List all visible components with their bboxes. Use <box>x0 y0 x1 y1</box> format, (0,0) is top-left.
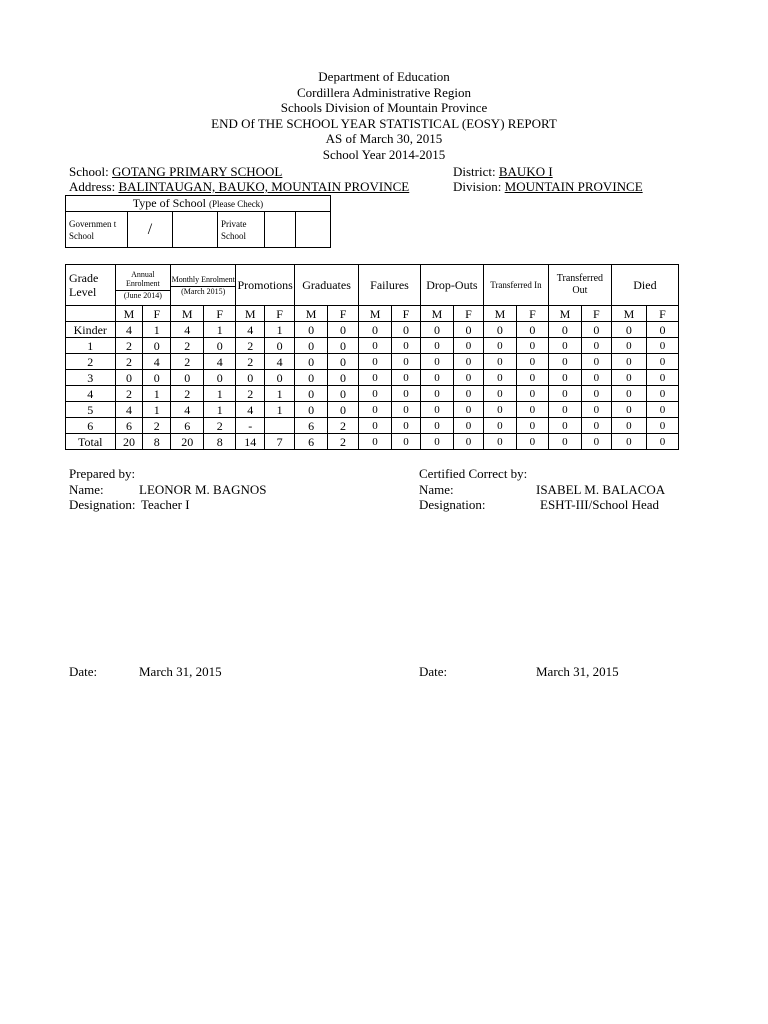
stat-cell: 4 <box>171 402 204 418</box>
certified-date-label: Date: <box>419 664 448 679</box>
stat-cell: 2 <box>143 418 171 434</box>
table-row <box>66 434 679 450</box>
stat-cell: 0 <box>453 354 483 370</box>
monthly-enrolment-header: Monthly Enrolment (March 2015) <box>171 265 236 306</box>
stat-cell: 0 <box>646 402 678 418</box>
stat-cell: 2 <box>236 386 265 402</box>
stat-cell: 2 <box>328 434 359 450</box>
stat-cell: 0 <box>516 434 548 450</box>
stat-cell: 1 <box>265 402 295 418</box>
certified-name-label: Name: <box>419 482 454 497</box>
stat-cell: 2 <box>171 354 204 370</box>
stat-cell: 0 <box>359 370 392 386</box>
stat-cell: 0 <box>581 418 611 434</box>
stat-cell: 0 <box>483 418 516 434</box>
stat-cell: 4 <box>236 402 265 418</box>
table-row <box>66 338 679 354</box>
prepared-name-value: LEONOR M. BAGNOS <box>139 482 267 497</box>
stat-cell: 0 <box>516 338 548 354</box>
stat-cell: 0 <box>611 402 646 418</box>
gender-f: F <box>265 306 295 322</box>
stat-cell: 1 <box>204 386 236 402</box>
stat-cell: 0 <box>646 354 678 370</box>
stat-cell: 0 <box>548 434 581 450</box>
stat-cell: 2 <box>171 386 204 402</box>
stat-cell: 0 <box>143 370 171 386</box>
report-header <box>0 69 768 163</box>
stat-cell: 1 <box>204 402 236 418</box>
district-line <box>453 164 553 180</box>
stat-cell: 0 <box>328 370 359 386</box>
prepared-name-label: Name: <box>69 482 104 497</box>
prepared-date-value: March 31, 2015 <box>139 664 222 679</box>
stat-cell: 0 <box>646 386 678 402</box>
stat-cell: 0 <box>646 338 678 354</box>
government-school-extra-cell[interactable] <box>173 212 218 248</box>
stat-cell: 2 <box>236 338 265 354</box>
table-row <box>66 418 679 434</box>
stat-cell: 6 <box>295 418 328 434</box>
stat-cell: 0 <box>392 370 421 386</box>
stat-cell: 0 <box>483 354 516 370</box>
division-line <box>453 179 643 195</box>
address-label: Address: <box>69 179 116 194</box>
stat-cell: 0 <box>359 354 392 370</box>
gender-m: M <box>611 306 646 322</box>
stat-cell: 4 <box>171 322 204 338</box>
stat-cell: 0 <box>295 354 328 370</box>
stat-cell <box>265 418 295 434</box>
prepared-designation-value: Teacher I <box>141 497 190 512</box>
stat-cell: 2 <box>236 354 265 370</box>
stat-cell: 0 <box>548 418 581 434</box>
stat-cell: 1 <box>204 322 236 338</box>
stat-cell: 0 <box>204 370 236 386</box>
stat-cell: 4 <box>115 322 143 338</box>
header-department: Department of Education <box>318 69 450 84</box>
school-label: School: <box>69 164 109 179</box>
stat-cell: 0 <box>548 402 581 418</box>
stat-cell: 0 <box>295 402 328 418</box>
stat-cell: 0 <box>171 370 204 386</box>
stats-header-row <box>66 265 679 306</box>
stat-cell: 0 <box>548 386 581 402</box>
stat-cell: 0 <box>392 354 421 370</box>
promotions-header: Promotions <box>236 265 295 306</box>
gender-f: F <box>646 306 678 322</box>
stat-cell: 0 <box>453 322 483 338</box>
header-division: Schools Division of Mountain Province <box>280 100 488 116</box>
gender-f: F <box>204 306 236 322</box>
certified-name-value: ISABEL M. BALACOA <box>536 482 666 497</box>
stat-cell: 0 <box>581 402 611 418</box>
gender-header-blank <box>66 306 116 322</box>
transferred-in-header: Transferred In <box>483 265 548 306</box>
type-of-school-table <box>65 195 331 248</box>
stat-cell: 0 <box>328 402 359 418</box>
stat-cell: 0 <box>236 370 265 386</box>
stat-cell: 0 <box>453 402 483 418</box>
stat-cell: 4 <box>204 354 236 370</box>
private-school-label: Private School <box>218 212 265 248</box>
grade-level-cell: 1 <box>66 338 116 354</box>
certified-date-value: March 31, 2015 <box>536 664 619 679</box>
gender-f: F <box>516 306 548 322</box>
gender-f: F <box>581 306 611 322</box>
grade-level-header: Grade Level <box>66 265 116 306</box>
stat-cell: 0 <box>420 354 453 370</box>
stat-cell: 4 <box>265 354 295 370</box>
stat-cell: 0 <box>646 322 678 338</box>
stat-cell: 0 <box>359 386 392 402</box>
stat-cell: 1 <box>265 386 295 402</box>
stat-cell: 0 <box>328 322 359 338</box>
stat-cell: 0 <box>453 418 483 434</box>
stat-cell: 0 <box>115 370 143 386</box>
private-school-check[interactable] <box>265 212 296 248</box>
address-line <box>69 179 409 195</box>
stat-cell: 0 <box>516 418 548 434</box>
stat-cell: 0 <box>359 434 392 450</box>
stat-cell: 0 <box>548 338 581 354</box>
stat-cell: 0 <box>420 370 453 386</box>
table-row <box>66 386 679 402</box>
stat-cell: 0 <box>392 402 421 418</box>
stat-cell: 7 <box>265 434 295 450</box>
stat-cell: 0 <box>611 418 646 434</box>
stat-cell: 8 <box>143 434 171 450</box>
stat-cell: 20 <box>115 434 143 450</box>
annual-enrolment-header: Annual Enrolment (June 2014) <box>115 265 171 306</box>
stat-cell: 0 <box>548 354 581 370</box>
school-line <box>69 164 282 180</box>
gender-f: F <box>328 306 359 322</box>
stat-cell: 0 <box>328 338 359 354</box>
stat-cell: 1 <box>143 322 171 338</box>
grade-level-cell: 6 <box>66 418 116 434</box>
table-row <box>66 322 679 338</box>
stat-cell: 20 <box>171 434 204 450</box>
stat-cell: 0 <box>328 354 359 370</box>
certified-designation-value: ESHT-III/School Head <box>540 497 660 512</box>
statistics-table <box>65 264 679 450</box>
stat-cell: 0 <box>295 322 328 338</box>
header-school-year: School Year 2014-2015 <box>322 146 446 162</box>
graduates-header: Graduates <box>295 265 359 306</box>
stat-cell: 0 <box>516 354 548 370</box>
division-value: MOUNTAIN PROVINCE <box>504 179 643 194</box>
stat-cell: 0 <box>483 338 516 354</box>
certified-designation-label: Designation: <box>419 497 486 512</box>
stat-cell: 0 <box>420 322 453 338</box>
stat-cell: 0 <box>646 370 678 386</box>
stat-cell: 2 <box>115 354 143 370</box>
stat-cell: 0 <box>328 386 359 402</box>
stat-cell: 0 <box>143 338 171 354</box>
grade-level-cell: 2 <box>66 354 116 370</box>
stat-cell: 0 <box>420 402 453 418</box>
stat-cell: 0 <box>453 386 483 402</box>
stat-cell: 4 <box>115 402 143 418</box>
division-label: Division: <box>453 179 502 194</box>
dropouts-header: Drop-Outs <box>420 265 483 306</box>
stat-cell: 0 <box>392 434 421 450</box>
stat-cell: 6 <box>295 434 328 450</box>
type-of-school-title: Type of School (Please Check) <box>66 196 331 212</box>
stat-cell: 0 <box>359 322 392 338</box>
stat-cell: 0 <box>392 322 421 338</box>
stat-cell: 4 <box>236 322 265 338</box>
district-label: District: <box>453 164 496 179</box>
stat-cell: 0 <box>295 370 328 386</box>
stat-cell: 0 <box>516 402 548 418</box>
government-school-check[interactable]: / <box>128 212 173 248</box>
stat-cell: 2 <box>171 338 204 354</box>
stat-cell: 0 <box>420 338 453 354</box>
stat-cell: 1 <box>265 322 295 338</box>
stat-cell: 0 <box>611 386 646 402</box>
gender-m: M <box>420 306 453 322</box>
gender-m: M <box>115 306 143 322</box>
stat-cell: 0 <box>265 370 295 386</box>
stat-cell: 0 <box>646 418 678 434</box>
address-value: BALINTAUGAN, BAUKO, MOUNTAIN PROVINCE <box>118 179 410 194</box>
table-row <box>66 354 679 370</box>
table-row <box>66 370 679 386</box>
transferred-out-header: Transferred Out <box>548 265 611 306</box>
stat-cell: 0 <box>611 354 646 370</box>
stat-cell: 0 <box>420 434 453 450</box>
gender-m: M <box>359 306 392 322</box>
stat-cell: 0 <box>392 418 421 434</box>
stat-cell: 0 <box>516 386 548 402</box>
grade-level-cell: 5 <box>66 402 116 418</box>
stat-cell: 0 <box>392 386 421 402</box>
stat-cell: 0 <box>392 338 421 354</box>
stat-cell: - <box>236 418 265 434</box>
stat-cell: 0 <box>581 386 611 402</box>
stat-cell: 1 <box>143 386 171 402</box>
died-header: Died <box>611 265 678 306</box>
certified-by-title: Certified Correct by: <box>419 466 528 481</box>
grade-level-cell: Total <box>66 434 116 450</box>
header-as-of: AS of March 30, 2015 <box>325 131 443 147</box>
stat-cell: 0 <box>581 434 611 450</box>
stat-cell: 0 <box>611 370 646 386</box>
grade-level-cell: 4 <box>66 386 116 402</box>
stat-cell: 0 <box>548 370 581 386</box>
stat-cell: 0 <box>611 338 646 354</box>
stat-cell: 0 <box>204 338 236 354</box>
stat-cell: 0 <box>295 338 328 354</box>
stat-cell: 8 <box>204 434 236 450</box>
stat-cell: 0 <box>359 402 392 418</box>
stat-cell: 0 <box>453 434 483 450</box>
stat-cell: 0 <box>646 434 678 450</box>
failures-header: Failures <box>359 265 421 306</box>
stat-cell: 0 <box>581 354 611 370</box>
stat-cell: 6 <box>115 418 143 434</box>
stat-cell: 0 <box>483 370 516 386</box>
gender-m: M <box>548 306 581 322</box>
stat-cell: 0 <box>516 370 548 386</box>
stat-cell: 0 <box>420 386 453 402</box>
government-school-label: Governmen t School <box>66 212 128 248</box>
table-row <box>66 402 679 418</box>
stat-cell: 0 <box>548 322 581 338</box>
stat-cell: 0 <box>516 322 548 338</box>
gender-m: M <box>295 306 328 322</box>
gender-m: M <box>483 306 516 322</box>
stat-cell: 0 <box>611 322 646 338</box>
stat-cell: 0 <box>611 434 646 450</box>
prepared-designation-label: Designation: <box>69 497 136 512</box>
stat-cell: 2 <box>115 386 143 402</box>
stat-cell: 0 <box>581 322 611 338</box>
stat-cell: 1 <box>143 402 171 418</box>
gender-f: F <box>392 306 421 322</box>
prepared-by-title: Prepared by: <box>69 466 136 481</box>
stat-cell: 4 <box>143 354 171 370</box>
stat-cell: 0 <box>483 434 516 450</box>
stat-cell: 0 <box>359 418 392 434</box>
stat-cell: 0 <box>295 386 328 402</box>
stat-cell: 0 <box>265 338 295 354</box>
stat-cell: 0 <box>420 418 453 434</box>
gender-header-row <box>66 306 679 322</box>
header-report-title: END Of THE SCHOOL YEAR STATISTICAL (EOSY) REPORT <box>211 115 557 131</box>
stat-cell: 14 <box>236 434 265 450</box>
stat-cell: 0 <box>581 370 611 386</box>
stat-cell: 0 <box>483 322 516 338</box>
stat-cell: 0 <box>453 370 483 386</box>
stat-cell: 0 <box>359 338 392 354</box>
stat-cell: 0 <box>581 338 611 354</box>
gender-f: F <box>453 306 483 322</box>
gender-m: M <box>236 306 265 322</box>
stat-cell: 2 <box>204 418 236 434</box>
district-value: BAUKO I <box>498 164 553 179</box>
grade-level-cell: 3 <box>66 370 116 386</box>
stat-cell: 2 <box>115 338 143 354</box>
stat-cell: 0 <box>483 402 516 418</box>
grade-level-cell: Kinder <box>66 322 116 338</box>
stat-cell: 2 <box>328 418 359 434</box>
gender-m: M <box>171 306 204 322</box>
prepared-date-label: Date: <box>69 664 98 679</box>
stat-cell: 0 <box>453 338 483 354</box>
private-school-extra-cell[interactable] <box>296 212 331 248</box>
stat-cell: 0 <box>483 386 516 402</box>
gender-f: F <box>143 306 171 322</box>
header-region: Cordillera Administrative Region <box>296 84 472 100</box>
stats-body <box>66 322 679 450</box>
school-value: GOTANG PRIMARY SCHOOL <box>111 164 283 179</box>
stat-cell: 6 <box>171 418 204 434</box>
